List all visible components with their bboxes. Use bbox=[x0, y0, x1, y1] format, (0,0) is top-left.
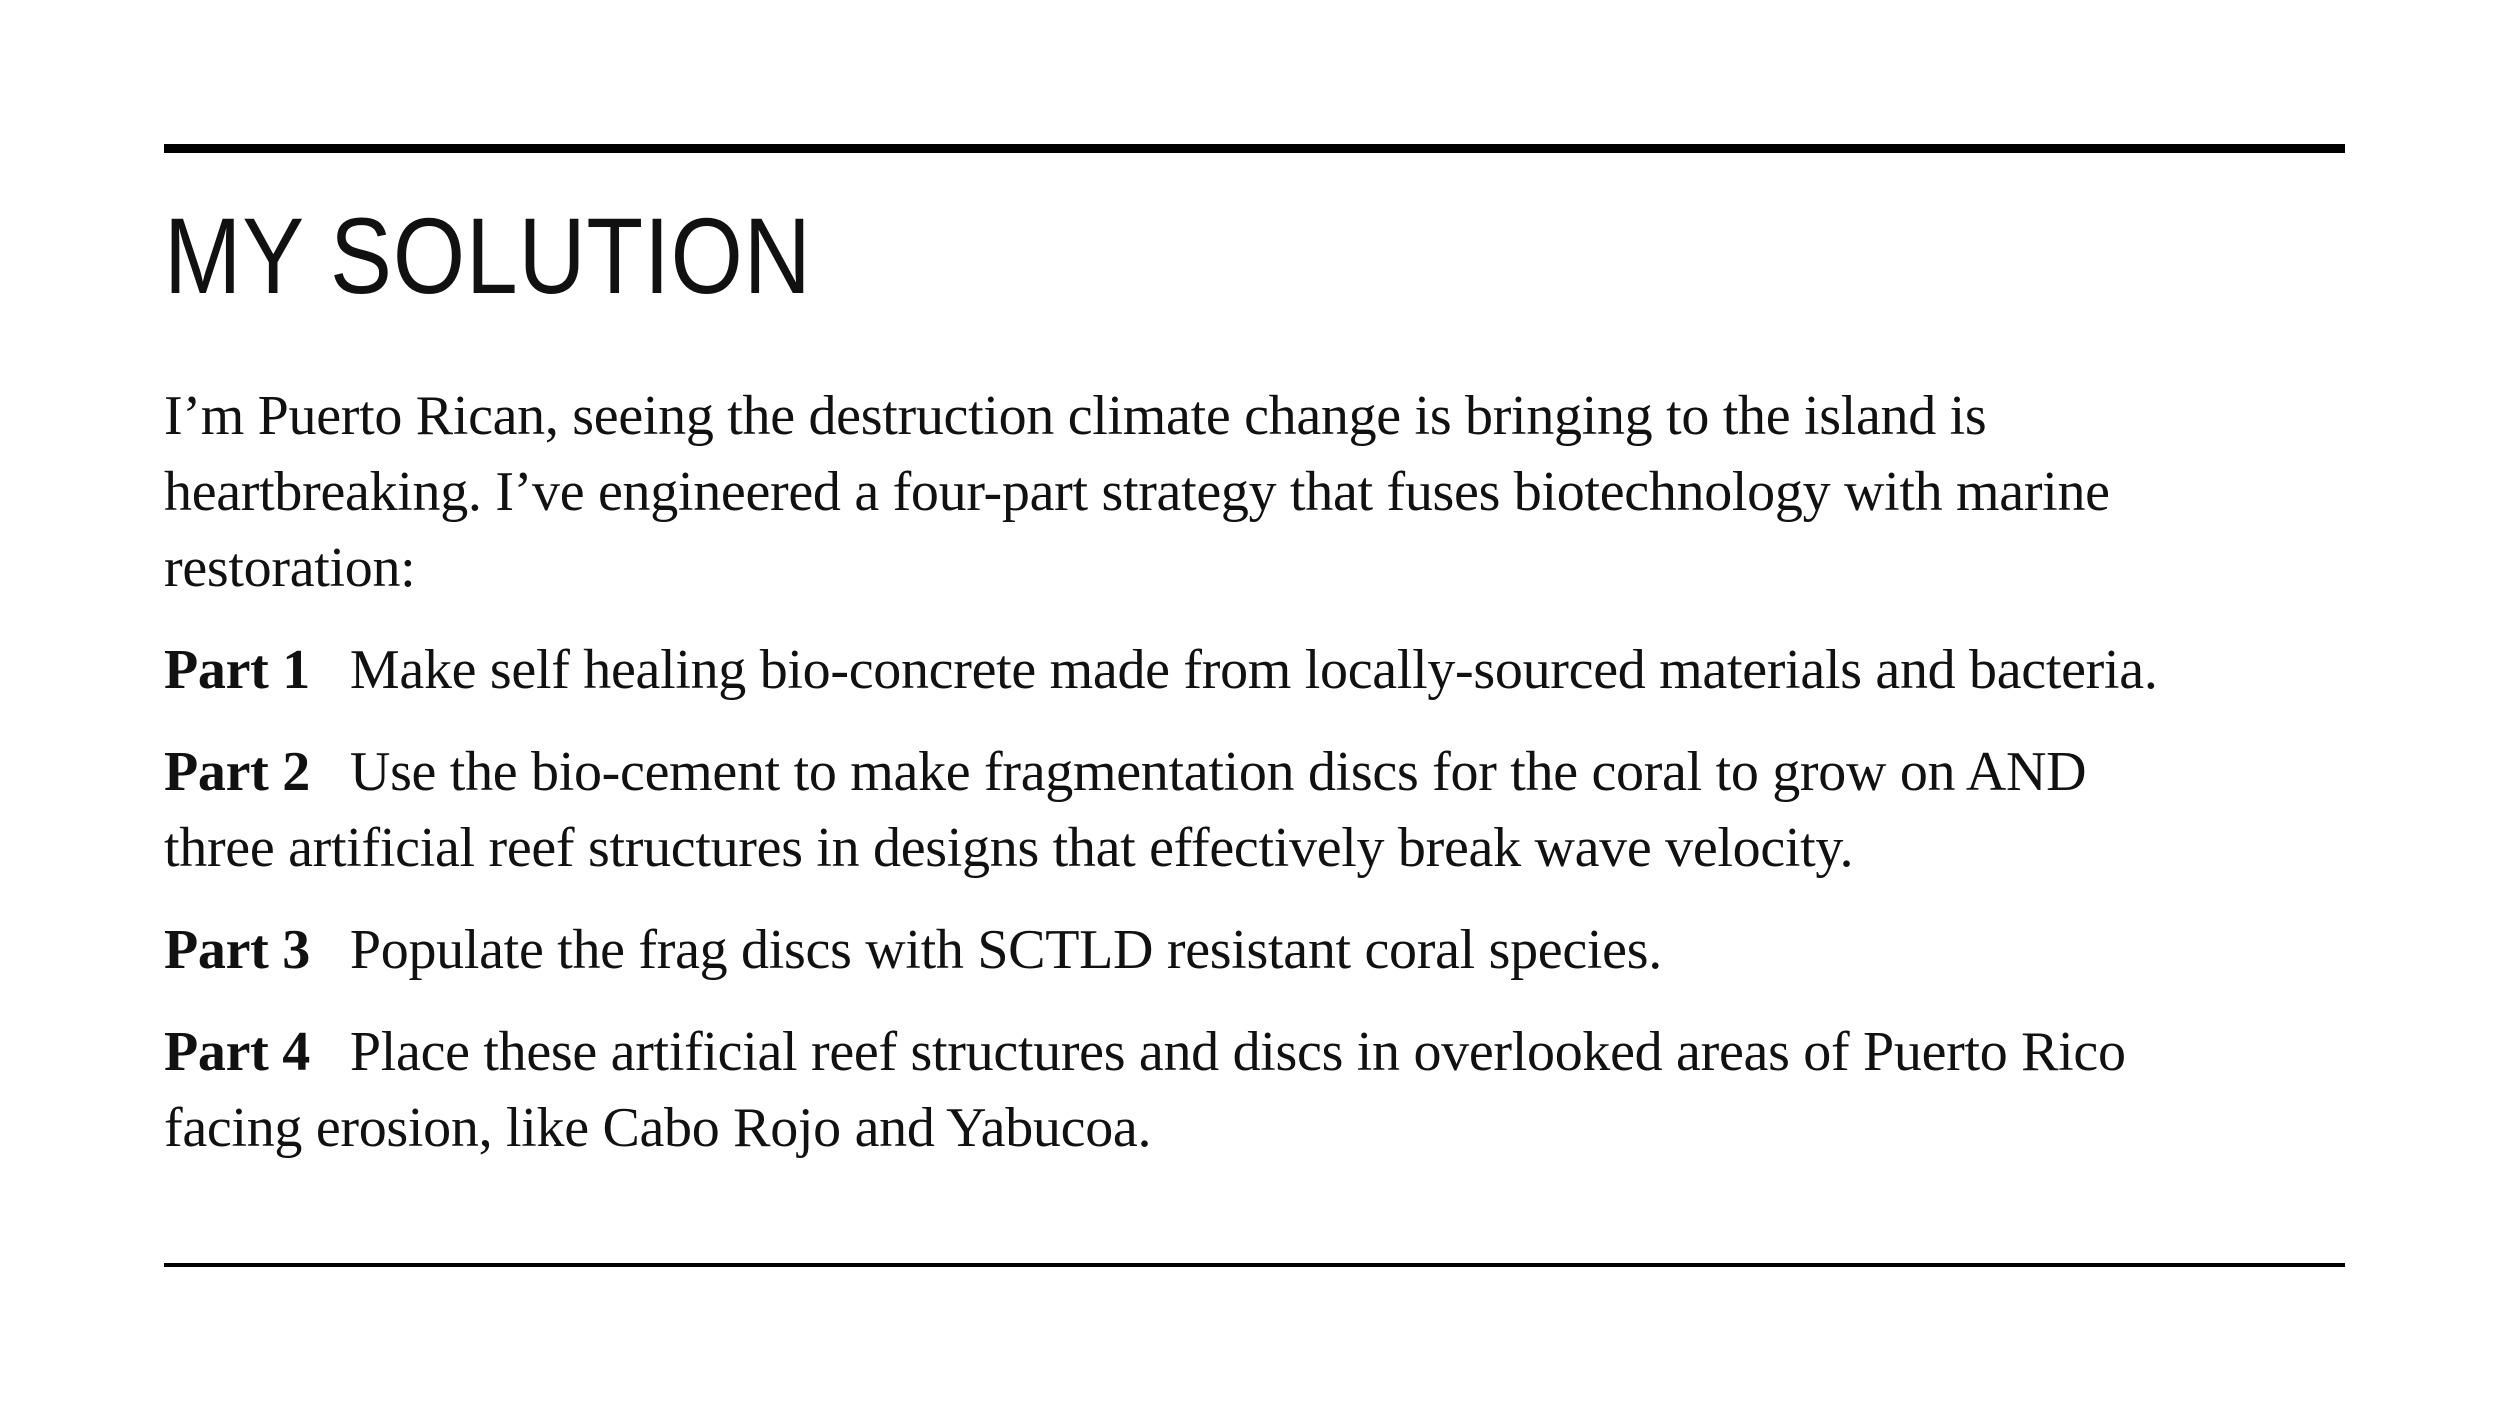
intro-paragraph bbox=[164, 378, 2364, 606]
part-2-text: Use the bio-cement to make fragmentation discs for the coral to grow on AND bbox=[349, 741, 2087, 803]
intro-line-2: heartbreaking. I’ve engineered a four-part strategy that fuses biotechnology with marine bbox=[164, 461, 2110, 523]
part-4-text: Place these artificial reef structures and discs in overlooked areas of Puerto Rico bbox=[349, 1021, 2126, 1083]
part-1-line-1 bbox=[164, 632, 2364, 708]
part-4-label: Part 4 bbox=[164, 1021, 310, 1083]
part-3-text: Populate the frag discs with SCTLD resistant coral species. bbox=[349, 919, 1662, 981]
part-3-item bbox=[164, 912, 2364, 988]
part-4-line-2: facing erosion, like Cabo Rojo and Yabucoa. bbox=[164, 1097, 1152, 1159]
part-2-line-1 bbox=[164, 734, 2364, 810]
part-3-label: Part 3 bbox=[164, 919, 310, 981]
part-3-line-1 bbox=[164, 912, 2364, 988]
part-4-item bbox=[164, 1014, 2364, 1166]
top-divider bbox=[164, 144, 2345, 153]
bottom-divider bbox=[164, 1263, 2345, 1267]
part-2-label: Part 2 bbox=[164, 741, 310, 803]
part-1-item bbox=[164, 632, 2364, 708]
part-1-text: Make self healing bio-concrete made from locally-sourced materials and bacteria. bbox=[349, 639, 2158, 701]
solution-slide bbox=[164, 0, 2345, 1407]
part-2-item bbox=[164, 734, 2364, 886]
part-2-line-2: three artificial reef structures in designs that effectively break wave velocity. bbox=[164, 817, 1854, 879]
page-title: MY SOLUTION bbox=[164, 195, 812, 316]
part-4-line-1 bbox=[164, 1014, 2364, 1090]
intro-line-1: I’m Puerto Rican, seeing the destruction climate change is bringing to the island is bbox=[164, 385, 1987, 447]
intro-line-3: restoration: bbox=[164, 537, 416, 599]
part-1-label: Part 1 bbox=[164, 639, 310, 701]
